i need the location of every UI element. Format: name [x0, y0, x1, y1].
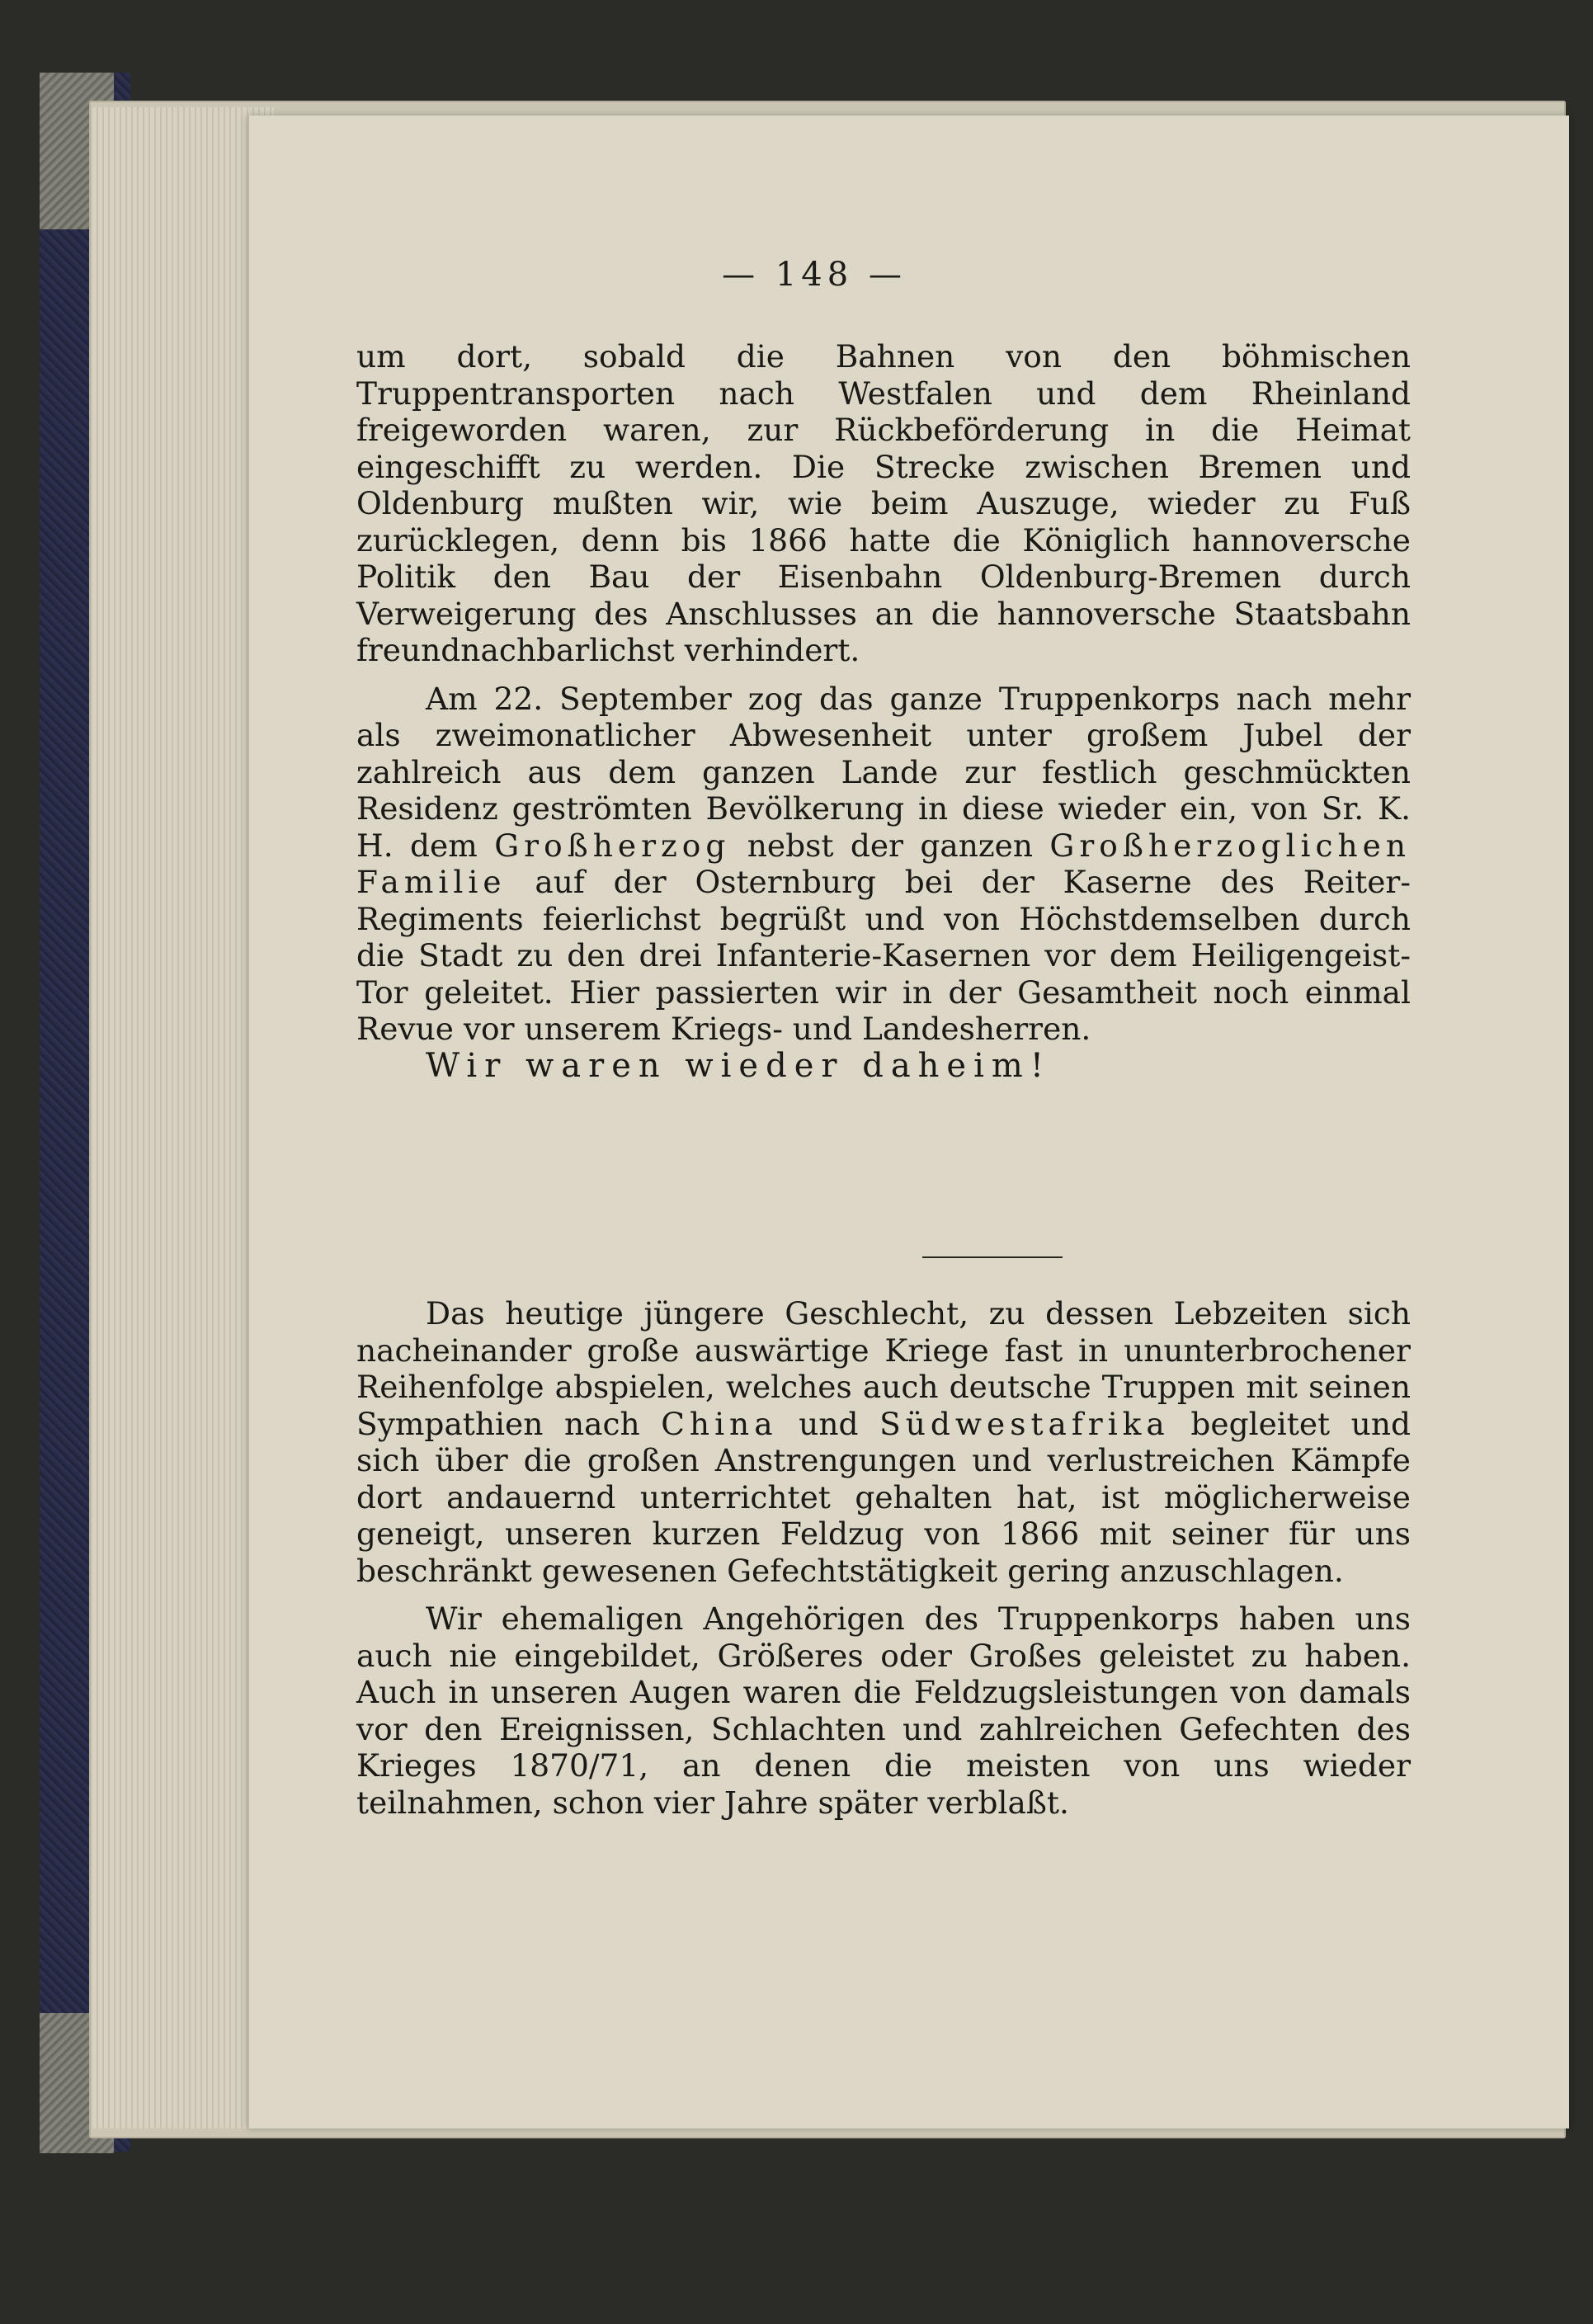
- paragraph-3-part-b: und: [799, 1405, 859, 1442]
- paragraph-4: Wir ehemaligen Angehörigen des Truppenkorps haben uns auch nie eingebildet, Größeres oder Großes geleistet zu haben. Auch in unseren Augen waren die Feldzugsleistungen von damals vor den Ereignissen, Schlachten und zahlreichen Gefechten des Krieges 1870/71, an denen die meisten von uns wieder teilnahmen, schon vier Jahre später verblaßt.: [356, 1600, 1411, 1821]
- paragraph-2-part-b: nebst der ganzen: [747, 827, 1033, 864]
- text-section-2: [356, 1295, 1411, 1821]
- paragraph-2-part-a: Am 22. September zog das ganze Truppenkorps nach mehr als zweimonatlicher Abwesenheit unter großem Jubel der zahlreich aus dem ganzen Lande zur festlich geschmückten Residenz geströmten Bevölkerung in diese wieder ein, von Sr. K. H. dem: [356, 680, 1411, 864]
- emphasis-grossherzog: Großherzog: [494, 827, 731, 864]
- paragraph-1: um dort, sobald die Bahnen von den böhmischen Truppentransporten nach Westfalen und dem Rheinland freigeworden waren, zur Rückbeförderung in die Heimat eingeschifft zu werden. Die Strecke zwischen Bremen und Oldenburg mußten wir, wie beim Auszuge, wieder zu Fuß zurücklegen, denn bis 1866 hatte die Königlich hannoversche Politik den Bau der Eisenbahn Oldenburg-Bremen durch Verweigerung des Anschlusses an die hannoversche Staatsbahn freundnachbarlichst verhindert.: [356, 338, 1411, 668]
- paragraph-2: [356, 681, 1411, 1048]
- paragraph-3-part-c: begleitet und sich über die großen Anstrengungen und verlustreichen Kämpfe dort andauernd unterrichtet gehalten hat, ist möglicherweise geneigt, unseren kurzen Feldzug von 1866 mit seiner für uns beschränkt gewesenen Gefechtstätigkeit gering anzuschlagen.: [356, 1405, 1411, 1589]
- text-section-1: [356, 338, 1411, 1084]
- emphasis-familie: Großherzoglichen Familie: [356, 827, 1412, 900]
- page-number: — 148 —: [722, 256, 907, 294]
- section-divider: [922, 1256, 1063, 1258]
- paragraph-2-part-c: auf der Osternburg bei der Kaserne des Reiter-Regiments feierlichst begrüßt und von Höchstdemselben durch die Stadt zu den drei Infanterie-Kasernen vor dem Heiligengeist-Tor geleitet. Hier passierten wir in der Gesamtheit noch einmal Revue vor unserem Kriegs- und Landesherren.: [356, 864, 1412, 1047]
- paragraph-3-part-a: Das heutige jüngere Geschlecht, zu dessen Lebzeiten sich nacheinander große auswärtige Kriege fast in ununterbrochener Reihenfolge abspielen, welches auch deutsche Truppen mit seinen Sympathien nach: [356, 1295, 1411, 1442]
- emphasis-suedwestafrika: Südwestafrika: [879, 1405, 1170, 1442]
- page-edge-lines: [92, 107, 274, 2128]
- emphasis-china: China: [661, 1405, 778, 1442]
- paragraph-3: [356, 1295, 1411, 1589]
- closing-line: Wir waren wieder daheim!: [426, 1046, 1051, 1085]
